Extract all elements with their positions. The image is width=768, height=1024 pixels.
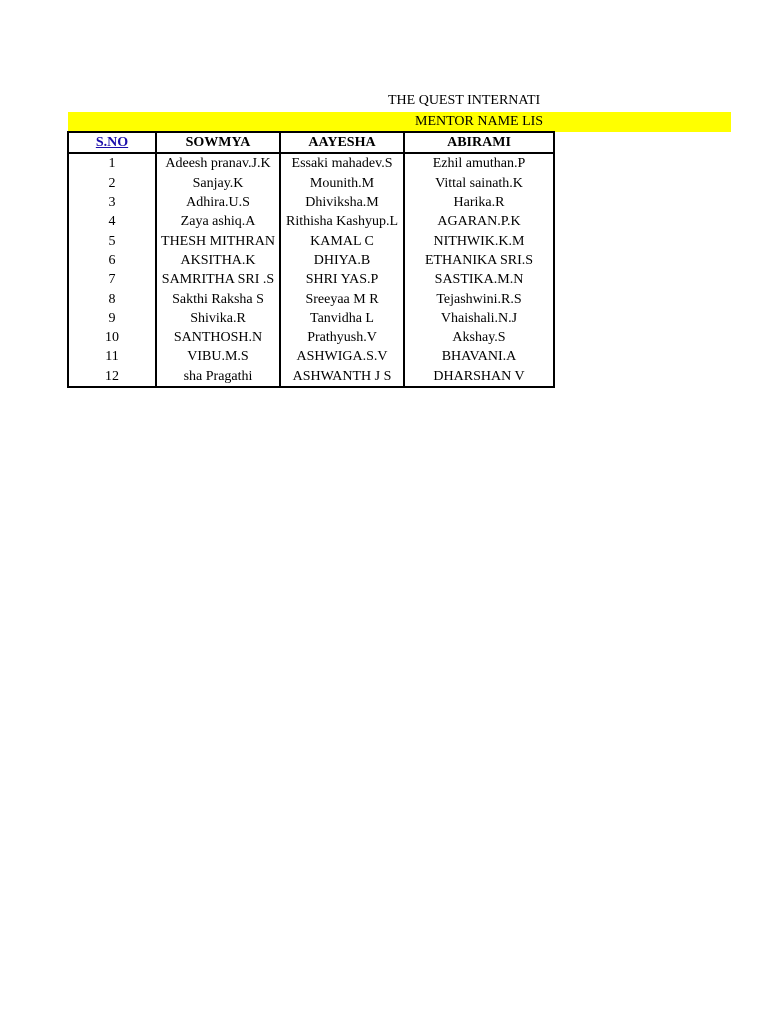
cell-abirami: ETHANIKA SRI.S xyxy=(404,251,554,270)
cell-abirami: Harika.R xyxy=(404,193,554,212)
cell-aayesha: KAMAL C xyxy=(280,231,404,250)
cell-sowmya: AKSITHA.K xyxy=(156,251,280,270)
table-row xyxy=(68,193,554,212)
table-row xyxy=(68,347,554,366)
school-title-row xyxy=(68,91,554,111)
cell-aayesha: Rithisha Kashyup.L xyxy=(280,212,404,231)
column-header-aayesha: AAYESHA xyxy=(280,132,404,153)
cell-sowmya: Adeesh pranav.J.K xyxy=(156,153,280,173)
cell-aayesha: SHRI YAS.P xyxy=(280,270,404,289)
table-row xyxy=(68,289,554,308)
mentor-list-band-clip xyxy=(68,112,554,132)
cell-sowmya: Sanjay.K xyxy=(156,174,280,193)
table-row xyxy=(68,251,554,270)
school-title: THE QUEST INTERNATI xyxy=(388,93,541,108)
mentor-list-heading: MENTOR NAME LIS xyxy=(415,114,544,129)
column-header-abirami: ABIRAMI xyxy=(404,132,554,153)
cell-sowmya: THESH MITHRAN xyxy=(156,231,280,250)
cell-abirami: Ezhil amuthan.P xyxy=(404,153,554,173)
sno-link[interactable]: S.NO xyxy=(95,135,129,151)
table-row xyxy=(68,212,554,231)
table-row xyxy=(68,328,554,347)
table-row xyxy=(68,309,554,328)
table-header-row xyxy=(68,132,554,153)
cell-sowmya: Adhira.U.S xyxy=(156,193,280,212)
cell-sno: 3 xyxy=(68,193,156,212)
cell-abirami: Vhaishali.N.J xyxy=(404,309,554,328)
cell-aayesha: Essaki mahadev.S xyxy=(280,153,404,173)
cell-sno: 11 xyxy=(68,347,156,366)
cell-aayesha: Dhiviksha.M xyxy=(280,193,404,212)
cell-sno: 10 xyxy=(68,328,156,347)
column-header-sno[interactable] xyxy=(68,132,156,153)
cell-abirami: AGARAN.P.K xyxy=(404,212,554,231)
table-row xyxy=(68,153,554,173)
cell-abirami: DHARSHAN V xyxy=(404,367,554,387)
cell-abirami: BHAVANI.A xyxy=(404,347,554,366)
column-header-sowmya: SOWMYA xyxy=(156,132,280,153)
cell-sno: 6 xyxy=(68,251,156,270)
cell-sno: 7 xyxy=(68,270,156,289)
cell-sowmya: Zaya ashiq.A xyxy=(156,212,280,231)
mentor-list-band xyxy=(68,112,731,132)
cell-sno: 5 xyxy=(68,231,156,250)
cell-aayesha: Prathyush.V xyxy=(280,328,404,347)
cell-sowmya: VIBU.M.S xyxy=(156,347,280,366)
cell-sowmya: Shivika.R xyxy=(156,309,280,328)
cell-abirami: Tejashwini.R.S xyxy=(404,289,554,308)
cell-aayesha: Tanvidha L xyxy=(280,309,404,328)
cell-sowmya: Sakthi Raksha S xyxy=(156,289,280,308)
cell-aayesha: DHIYA.B xyxy=(280,251,404,270)
cell-sno: 2 xyxy=(68,174,156,193)
cell-sno: 12 xyxy=(68,367,156,387)
cell-sowmya: SAMRITHA SRI .S xyxy=(156,270,280,289)
cell-aayesha: Mounith.M xyxy=(280,174,404,193)
table-row xyxy=(68,367,554,387)
cell-aayesha: ASHWIGA.S.V xyxy=(280,347,404,366)
cell-sowmya: sha Pragathi xyxy=(156,367,280,387)
cell-sowmya: SANTHOSH.N xyxy=(156,328,280,347)
cell-abirami: SASTIKA.M.N xyxy=(404,270,554,289)
cell-sno: 9 xyxy=(68,309,156,328)
table-row xyxy=(68,174,554,193)
cell-abirami: Vittal sainath.K xyxy=(404,174,554,193)
cell-sno: 1 xyxy=(68,153,156,173)
mentor-table xyxy=(67,131,555,388)
table-row xyxy=(68,231,554,250)
cell-abirami: NITHWIK.K.M xyxy=(404,231,554,250)
cell-sno: 8 xyxy=(68,289,156,308)
cell-sno: 4 xyxy=(68,212,156,231)
cell-aayesha: ASHWANTH J S xyxy=(280,367,404,387)
cell-aayesha: Sreeyaa M R xyxy=(280,289,404,308)
table-row xyxy=(68,270,554,289)
cell-abirami: Akshay.S xyxy=(404,328,554,347)
